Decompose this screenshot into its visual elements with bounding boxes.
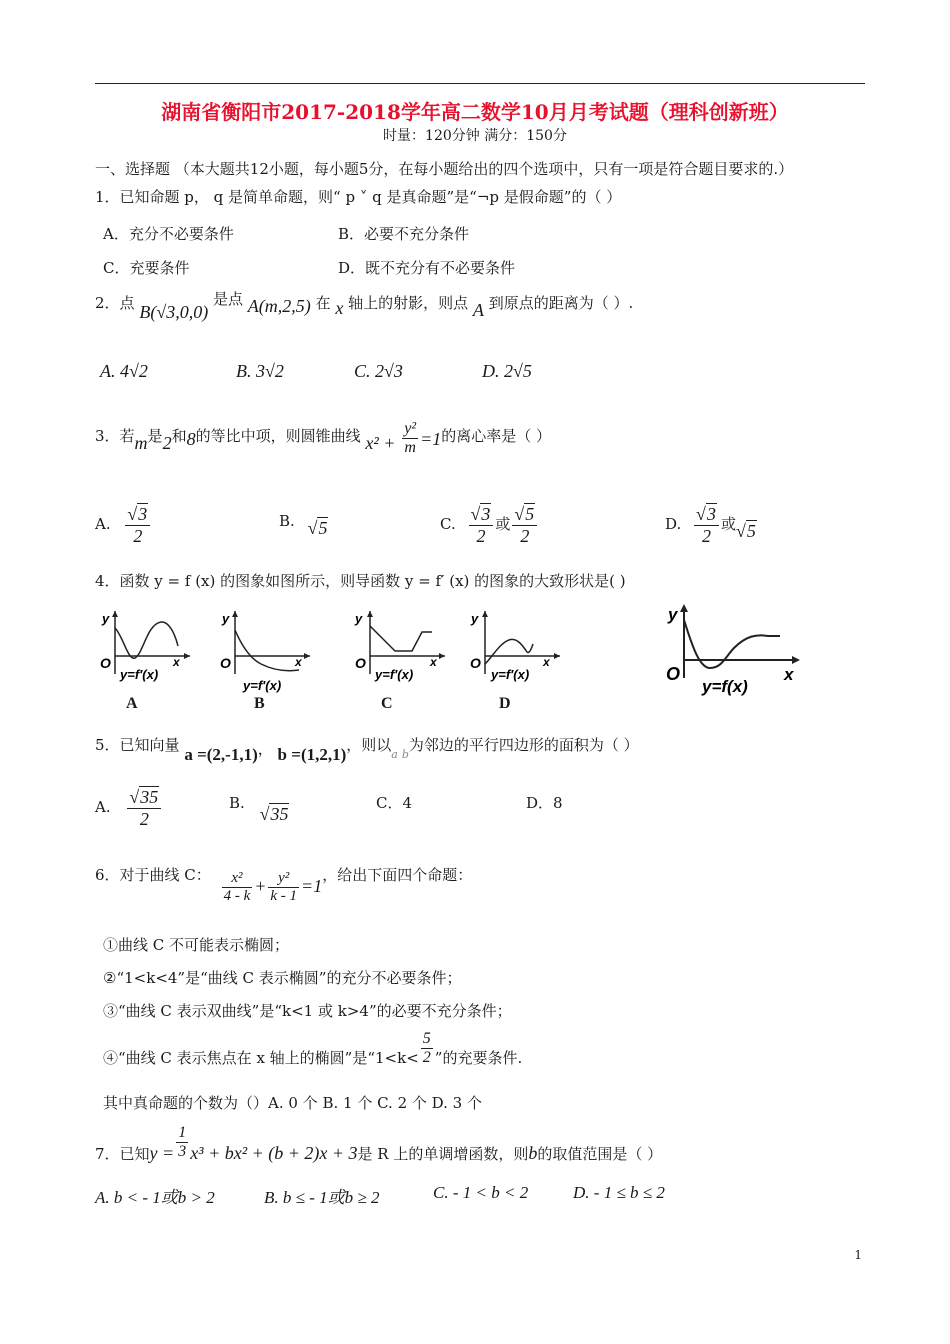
q7-option-c: C. - 1 < b < 2 bbox=[433, 1183, 529, 1202]
q3-d-label: D. bbox=[665, 515, 682, 534]
q3-c-frac1: $\frac{√3}{2}$ bbox=[469, 504, 494, 546]
graph-b-caption: y=f′(x) bbox=[243, 678, 282, 693]
q3-b-label: B. bbox=[279, 512, 295, 530]
q5-stem: 5．已知向量 a =(2,-1,1)， b =(1,2,1)，则以$_a$ $_b$为邻边的平行四边形的面积为（ ） bbox=[95, 736, 639, 764]
graph-d-x-label: x bbox=[543, 655, 550, 669]
q4-label-c: C bbox=[381, 695, 393, 712]
q1-option-b: B．必要不充分条件 bbox=[338, 225, 470, 243]
q4-label-a: A bbox=[126, 695, 138, 712]
section-heading: 一、选择题 （本大题共12小题，每小题5分，在每小题给出的四个选项中，只有一项是符合题目要求的.） bbox=[95, 160, 794, 178]
main-graph-y-label: y bbox=[668, 605, 678, 624]
q3-and: 和 bbox=[171, 426, 187, 445]
q7-option-b: B. b ≤ - 1或b ≥ 2 bbox=[264, 1188, 380, 1207]
exam-info: 时量：120分钟 满分：150分 bbox=[383, 128, 567, 144]
q5-option-d: D．8 bbox=[526, 794, 563, 812]
graph-b-x-label: x bbox=[295, 655, 302, 669]
main-graph-x-label: x bbox=[784, 665, 794, 684]
graph-c-caption: y=f′(x) bbox=[375, 667, 414, 682]
q5-option-a: A. $\frac{√35}{2}$ bbox=[95, 787, 163, 829]
q6-count: 其中真命题的个数为（）A. 0 个 B. 1 个 C. 2 个 D. 3 个 bbox=[103, 1094, 482, 1112]
q3-stem bbox=[95, 418, 551, 456]
page-title: 湖南省衡阳市2017-2018学年高二数学10月月考试题（理科创新班） bbox=[161, 100, 789, 124]
q7-option-d: D. - 1 ≤ b ≤ 2 bbox=[573, 1183, 665, 1202]
q3-b-val: √5 bbox=[307, 518, 328, 538]
q6-frac1: $\frac{\text{x²}}{4 - k}$ bbox=[223, 870, 251, 905]
q5-small-b: b bbox=[401, 748, 409, 761]
graph-c-x-label: x bbox=[430, 655, 437, 669]
q2-point-b: B(√3,0,0) bbox=[139, 302, 209, 322]
page-number: 1 bbox=[854, 1248, 862, 1262]
q2-text-5: 到原点的距离为（ ）. bbox=[488, 294, 634, 312]
q6-text-2: ，给出下面四个命题： bbox=[322, 865, 473, 884]
q3-option-a bbox=[95, 504, 152, 546]
graph-a-y-label: y bbox=[102, 611, 110, 626]
main-graph-origin: O bbox=[666, 664, 681, 684]
q7-option-a: A. b < - 1或b > 2 bbox=[95, 1188, 215, 1207]
q4-label-d: D bbox=[499, 695, 511, 712]
q3-text-4: 的离心率是（ ） bbox=[441, 426, 552, 445]
q4-graph-c bbox=[350, 606, 450, 696]
q1-stem: 1．已知命题 p， q 是简单命题，则“ p ˅ q 是真命题”是“¬p 是假命题”的（ ） bbox=[95, 188, 622, 206]
q6-prop-4: ④“曲线 C 表示焦点在 x 轴上的椭圆”是“1<k< $\frac{5}{2}$ ”的充要条件. bbox=[103, 1030, 523, 1067]
q2-text-1: 2．点 bbox=[95, 294, 135, 312]
q3-option-c: C. $\frac{√3}{2}$ 或 $\frac{√5}{2}$ bbox=[440, 504, 539, 546]
q6-prop-1: ①曲线 C 不可能表示椭圆； bbox=[103, 936, 290, 954]
q6-text-1: 6．对于曲线 C： bbox=[95, 865, 211, 884]
q4-graph-d bbox=[465, 606, 565, 696]
q5-text-3: 为邻边的平行四边形的面积为（ ） bbox=[408, 736, 639, 754]
graph-b-origin: O bbox=[220, 655, 231, 671]
q4-label-b: B bbox=[254, 695, 265, 712]
q3-text-2: 是 bbox=[147, 426, 163, 445]
q3-d-val: √5 bbox=[735, 521, 756, 542]
q7-stem: 7．已知y = $\frac{1}{3}$ x³ + bx² + (b + 2)x + 3是 R 上的单调增函数，则b的取值范围是（ ） bbox=[95, 1124, 663, 1163]
q3-a-label: A. bbox=[95, 515, 111, 534]
q5-text-1: 5．已知向量 bbox=[95, 736, 180, 754]
q5-text-2: ，则以 bbox=[346, 736, 392, 754]
q3-m: m bbox=[134, 432, 148, 453]
graph-a-caption: y=f′(x) bbox=[120, 667, 159, 682]
q3-mden: m bbox=[404, 439, 416, 457]
q2-point-a: A(m,2,5) bbox=[247, 296, 311, 316]
q3-option-d: D. $\frac{√3}{2}$ 或√5 bbox=[665, 504, 756, 546]
q6-frac2: $\frac{\text{y²}}{k - 1}$ bbox=[270, 870, 298, 905]
q6-prop-3: ③“曲线 C 表示双曲线”是“k<1 或 k>4”的必要不充分条件； bbox=[103, 1002, 512, 1020]
q3-d-frac: $\frac{√3}{2}$ bbox=[694, 504, 719, 546]
q5-option-b: B. √35 bbox=[229, 794, 289, 824]
graph-d-y-label: y bbox=[471, 611, 479, 626]
q3-c-label: C. bbox=[440, 515, 456, 534]
q2-text-2: 是点 bbox=[212, 290, 243, 308]
graph-d-origin: O bbox=[470, 655, 481, 671]
graph-b-y-label: y bbox=[222, 611, 230, 626]
q3-option-b bbox=[279, 510, 328, 538]
q2-text-3: 在 bbox=[315, 294, 331, 312]
q3-y2: y² bbox=[402, 420, 418, 439]
q2-option-c: C. 2√3 bbox=[354, 361, 403, 381]
graph-a-x-label: x bbox=[173, 655, 180, 669]
q3-c-frac2: $\frac{√5}{2}$ bbox=[512, 504, 537, 546]
graph-c-y-label: y bbox=[355, 611, 363, 626]
q4-graph-b bbox=[215, 606, 315, 696]
graph-a-origin: O bbox=[100, 655, 111, 671]
q3-eq: =1 bbox=[420, 428, 442, 449]
q4-stem: 4．函数 y = f (x) 的图象如图所示，则导函数 y = f′ (x) 的图象的大致形状是( ) bbox=[95, 572, 626, 590]
q3-text-1: 3．若 bbox=[95, 426, 135, 445]
q2-a: A bbox=[472, 300, 484, 320]
q6-prop-2: ②“1<k<4”是“曲线 C 表示椭圆”的充分不必要条件； bbox=[103, 969, 462, 987]
q2-option-b: B. 3√2 bbox=[236, 361, 284, 381]
q1-option-d: D．既不充分有不必要条件 bbox=[338, 259, 516, 277]
q5-vector-b: b =(1,2,1) bbox=[277, 745, 347, 764]
q2-text-4: 轴上的射影，则点 bbox=[348, 294, 469, 312]
q3-eight: 8 bbox=[186, 428, 196, 449]
q3-x2: x² + bbox=[365, 432, 396, 453]
q5-small-a: a bbox=[391, 748, 398, 761]
q4-main-graph bbox=[660, 598, 810, 703]
graph-d-caption: y=f′(x) bbox=[491, 667, 530, 682]
q3-fraction bbox=[402, 420, 418, 458]
q1-option-c: C．充要条件 bbox=[103, 259, 190, 277]
q2-option-a: A. 4√2 bbox=[100, 361, 148, 381]
q3-text-3: 的等比中项，则圆锥曲线 bbox=[195, 426, 361, 445]
header-rule bbox=[95, 83, 865, 84]
q2-x: x bbox=[335, 298, 344, 318]
q3-two: 2 bbox=[162, 432, 172, 453]
main-graph-caption: y=f(x) bbox=[702, 677, 748, 696]
q5-option-c: C．4 bbox=[376, 794, 413, 812]
q2-stem bbox=[95, 290, 634, 322]
q6-stem: 6．对于曲线 C： $\frac{\text{x²}}{4 - k}$ + $\frac{\text{y²}}{k - 1}$ =1，给出下面四个命题： bbox=[95, 865, 473, 905]
q4-graph-a bbox=[95, 606, 195, 696]
q2-option-d: D. 2√5 bbox=[482, 361, 532, 381]
q1-option-a: A．充分不必要条件 bbox=[103, 225, 234, 243]
graph-c-origin: O bbox=[355, 655, 366, 671]
q3-a-frac: $\frac{√3}{2}$ bbox=[125, 504, 150, 546]
q5-vector-a: a =(2,-1,1) bbox=[184, 745, 258, 764]
